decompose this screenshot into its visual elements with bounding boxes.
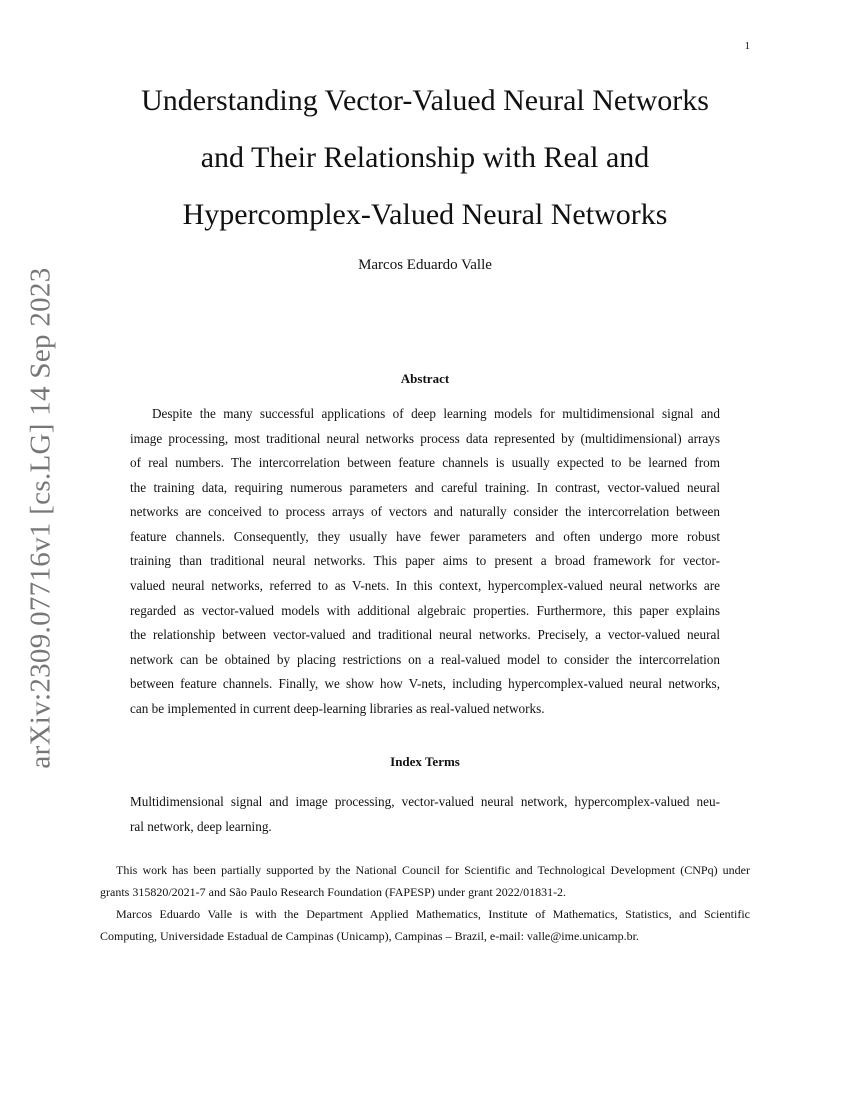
abstract-line: feature channels. Consequently, they usually have fewer parameters and often undergo more robust (130, 529, 720, 544)
funding-footnote-line: grants 315820/2021-7 and São Paulo Research Foundation (FAPESP) under grant 2022/01831-2. (100, 885, 567, 899)
abstract-line: the training data, requiring numerous parameters and careful training. In contrast, vector-valued neural (130, 480, 720, 495)
abstract-line: can be implemented in current deep-learning libraries as real-valued networks. (130, 701, 545, 716)
affiliation-footnote-line: Computing, Universidade Estadual de Campinas (Unicamp), Campinas – Brazil, e-mail: valle@ime.unicamp.br. (100, 929, 639, 943)
index-terms-line: Multidimensional signal and image processing, vector-valued neural network, hypercomplex-valued neu- (130, 794, 720, 809)
abstract-line: training than traditional neural networks. This paper aims to present a broad framework for vector- (130, 553, 720, 568)
arxiv-identifier-watermark: arXiv:2309.07716v1 [cs.LG] 14 Sep 2023 (24, 267, 57, 769)
abstract-line: networks are conceived to process arrays of vectors and naturally consider the intercorrelation between (130, 504, 720, 519)
title-line-1: Understanding Vector-Valued Neural Networks (141, 84, 709, 117)
abstract-line: Despite the many successful applications of deep learning models for multidimensional signal and (152, 406, 720, 421)
funding-footnote-line: This work has been partially supported by the National Council for Scientific and Technological Development (CNPq) under (116, 863, 750, 877)
abstract-line: valued neural networks, referred to as V-nets. In this context, hypercomplex-valued neural networks are (130, 578, 720, 593)
title-line-2: and Their Relationship with Real and (200, 141, 650, 174)
author: Marcos Eduardo Valle (358, 257, 492, 273)
affiliation-footnote-line: Marcos Eduardo Valle is with the Department Applied Mathematics, Institute of Mathematics, Statistics, and Scientific (116, 907, 750, 921)
index-terms-heading: Index Terms (390, 754, 460, 769)
abstract-line: of real numbers. The intercorrelation between feature channels is usually expected to be learned from (130, 455, 720, 470)
index-terms-line: ral network, deep learning. (130, 819, 272, 834)
abstract-line: network can be obtained by placing restrictions on a real-valued model to consider the intercorrelation (130, 652, 720, 667)
abstract-heading: Abstract (400, 371, 450, 386)
abstract-line: the relationship between vector-valued and traditional neural networks. Precisely, a vector-valued neural (130, 627, 720, 642)
page-number: 1 (744, 40, 750, 52)
abstract-line: between feature channels. Finally, we show how V-nets, including hypercomplex-valued neural networks, (130, 676, 720, 691)
abstract-line: image processing, most traditional neural networks process data represented by (multidimensional) arrays (130, 431, 720, 446)
title-line-3: Hypercomplex-Valued Neural Networks (182, 198, 668, 231)
abstract-line: regarded as vector-valued models with additional algebraic properties. Furthermore, this paper explains (130, 603, 720, 618)
